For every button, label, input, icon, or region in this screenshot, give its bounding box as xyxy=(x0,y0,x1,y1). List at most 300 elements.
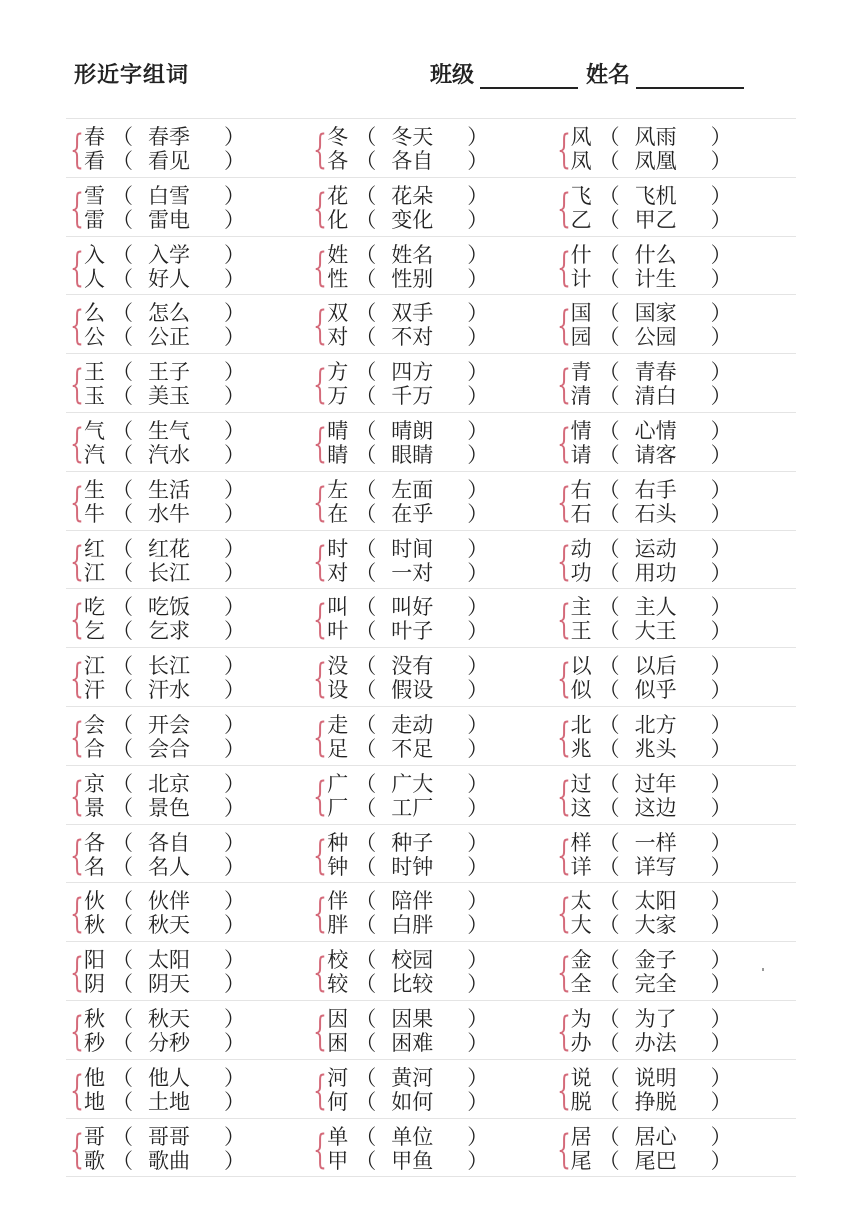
paren-open: （ xyxy=(355,207,377,232)
word-answer[interactable]: 计生 xyxy=(634,266,677,291)
paren-open: （ xyxy=(355,619,377,644)
char-pair xyxy=(553,354,796,412)
word-answer[interactable]: 一对 xyxy=(391,560,434,585)
paren-open: （ xyxy=(355,477,377,502)
character: 合 xyxy=(84,736,105,761)
word-answer[interactable]: 变化 xyxy=(391,207,434,232)
char-pair xyxy=(66,295,309,353)
word-answer[interactable]: 单位 xyxy=(391,1124,434,1149)
word-answer[interactable]: 种子 xyxy=(391,830,434,855)
pair-line xyxy=(84,972,245,997)
word-answer[interactable]: 这边 xyxy=(634,795,677,820)
word-answer[interactable]: 汽水 xyxy=(148,442,190,467)
pair-line xyxy=(327,125,489,149)
brace-mark: { xyxy=(313,1067,328,1114)
paren-close: ） xyxy=(467,477,489,502)
word-answer[interactable]: 甲鱼 xyxy=(391,1148,434,1173)
character: 歌 xyxy=(84,1148,105,1173)
paren-close: ） xyxy=(224,149,245,173)
word-answer[interactable]: 青春 xyxy=(634,360,677,385)
char-pair xyxy=(553,942,796,1000)
paren-open: （ xyxy=(355,972,377,997)
word-answer[interactable]: 大王 xyxy=(634,619,677,644)
brace-mark: { xyxy=(313,420,328,467)
character: 阳 xyxy=(84,948,105,973)
character: 各 xyxy=(84,830,105,855)
pair-line xyxy=(327,654,489,679)
char-pair xyxy=(309,589,552,647)
word-answer[interactable]: 时钟 xyxy=(391,854,434,879)
word-answer[interactable]: 阴天 xyxy=(148,972,190,997)
pair-line xyxy=(327,266,489,291)
character: 走 xyxy=(327,712,349,737)
word-answer[interactable]: 秋天 xyxy=(148,913,190,938)
word-answer[interactable]: 不对 xyxy=(391,325,434,350)
paren-close: ） xyxy=(224,948,245,973)
word-answer[interactable]: 以后 xyxy=(634,654,677,679)
word-answer[interactable]: 运动 xyxy=(634,536,677,561)
paren-close: ） xyxy=(224,795,245,820)
word-answer[interactable]: 景色 xyxy=(148,795,190,820)
paren-open: （ xyxy=(112,854,133,879)
paren-open: （ xyxy=(112,1030,133,1055)
pair-line xyxy=(84,149,245,173)
paren-open: （ xyxy=(112,948,133,973)
word-answer[interactable]: 黄河 xyxy=(391,1065,434,1090)
paren-close: ） xyxy=(467,149,489,173)
paren-close: ） xyxy=(224,242,245,267)
word-answer[interactable]: 完全 xyxy=(634,972,677,997)
word-answer[interactable]: 姓名 xyxy=(391,242,434,267)
word-grid xyxy=(66,118,796,1177)
word-answer[interactable]: 工厂 xyxy=(391,795,434,820)
brace-mark: { xyxy=(556,420,571,467)
paren-open: （ xyxy=(598,972,620,997)
word-answer[interactable]: 晴朗 xyxy=(391,418,434,443)
word-answer[interactable]: 吃饭 xyxy=(148,595,190,620)
paren-open: （ xyxy=(598,619,620,644)
char-pair xyxy=(309,354,552,412)
character: 在 xyxy=(327,501,349,526)
character: 厂 xyxy=(327,795,349,820)
brace-mark: { xyxy=(313,538,328,585)
character: 校 xyxy=(327,948,349,973)
character: 秋 xyxy=(84,913,105,938)
word-answer[interactable]: 叶子 xyxy=(391,619,434,644)
word-answer[interactable]: 主人 xyxy=(634,595,677,620)
word-answer[interactable]: 居心 xyxy=(634,1124,677,1149)
brace-mark: { xyxy=(556,303,571,350)
word-answer[interactable]: 什么 xyxy=(634,242,677,267)
word-answer[interactable]: 名人 xyxy=(148,854,190,879)
pair-line xyxy=(570,854,732,879)
paren-open: （ xyxy=(598,183,620,208)
word-answer[interactable]: 公正 xyxy=(148,325,190,350)
char-pair xyxy=(309,648,552,706)
brace-mark: { xyxy=(313,891,328,938)
pair-line xyxy=(570,242,732,267)
word-answer[interactable]: 假设 xyxy=(391,678,434,703)
word-answer[interactable]: 千万 xyxy=(391,384,434,409)
word-answer[interactable]: 一样 xyxy=(634,830,677,855)
pair-line xyxy=(327,384,489,409)
paren-open: （ xyxy=(112,301,133,326)
pair-line xyxy=(570,149,732,173)
class-label: 班级 xyxy=(430,63,475,88)
paren-close: ） xyxy=(710,125,732,149)
paren-open: （ xyxy=(598,830,620,855)
name-blank[interactable] xyxy=(636,61,744,89)
paren-close: ） xyxy=(710,418,732,443)
character: 时 xyxy=(327,536,349,561)
pair-line xyxy=(84,301,245,326)
word-answer[interactable]: 不足 xyxy=(391,736,434,761)
word-answer[interactable]: 甲乙 xyxy=(634,207,677,232)
word-answer[interactable]: 入学 xyxy=(148,242,190,267)
pair-line xyxy=(327,1065,489,1090)
paren-close: ） xyxy=(710,1148,732,1173)
pair-line xyxy=(327,477,489,502)
word-answer[interactable]: 眼睛 xyxy=(391,442,434,467)
pair-line xyxy=(327,1006,489,1031)
char-pair xyxy=(309,1119,552,1177)
word-answer[interactable]: 会合 xyxy=(148,736,190,761)
char-pair xyxy=(553,237,796,295)
char-pair xyxy=(553,295,796,353)
worksheet-title: 形近字组词 xyxy=(74,63,190,88)
pair-line xyxy=(84,948,245,973)
paren-close: ） xyxy=(467,1124,489,1149)
word-answer[interactable]: 凤凰 xyxy=(634,149,677,173)
pair-line xyxy=(327,972,489,997)
word-answer[interactable]: 四方 xyxy=(391,360,434,385)
char-pair xyxy=(66,237,309,295)
paren-close: ） xyxy=(710,1089,732,1114)
word-answer[interactable]: 他人 xyxy=(148,1065,190,1090)
word-answer[interactable]: 分秒 xyxy=(148,1030,190,1055)
word-answer[interactable]: 清白 xyxy=(634,384,677,409)
paren-open: （ xyxy=(112,595,133,620)
character: 动 xyxy=(570,536,592,561)
paren-open: （ xyxy=(355,889,377,914)
word-answer[interactable]: 太阳 xyxy=(148,948,190,973)
paren-close: ） xyxy=(467,1030,489,1055)
word-answer[interactable]: 红花 xyxy=(148,536,190,561)
grid-row xyxy=(66,648,796,707)
character: 对 xyxy=(327,325,349,350)
character: 看 xyxy=(84,149,105,173)
character: 详 xyxy=(570,854,592,879)
pair-line xyxy=(327,619,489,644)
pair-line xyxy=(327,1030,489,1055)
pair-line xyxy=(570,442,732,467)
paren-close: ） xyxy=(710,560,732,585)
paren-close: ） xyxy=(224,125,245,149)
grid-row xyxy=(66,883,796,942)
paren-open: （ xyxy=(112,501,133,526)
character: 化 xyxy=(327,207,349,232)
word-answer[interactable]: 各自 xyxy=(391,149,434,173)
paren-close: ） xyxy=(710,149,732,173)
word-answer[interactable]: 广大 xyxy=(391,771,434,796)
word-answer[interactable]: 右手 xyxy=(634,477,677,502)
paren-open: （ xyxy=(355,913,377,938)
char-pair xyxy=(66,1060,309,1118)
character: 叫 xyxy=(327,595,349,620)
brace-mark: { xyxy=(70,303,84,350)
char-pair xyxy=(553,707,796,765)
brace-mark: { xyxy=(313,362,328,409)
word-answer[interactable]: 伙伴 xyxy=(148,889,190,914)
paren-open: （ xyxy=(112,771,133,796)
paren-open: （ xyxy=(112,654,133,679)
paren-close: ） xyxy=(710,207,732,232)
character: 气 xyxy=(84,418,105,443)
word-answer[interactable]: 飞机 xyxy=(634,183,677,208)
word-answer[interactable]: 过年 xyxy=(634,771,677,796)
paren-close: ） xyxy=(467,242,489,267)
character: 对 xyxy=(327,560,349,585)
character: 兆 xyxy=(570,736,592,761)
pair-line xyxy=(84,442,245,467)
word-answer[interactable]: 怎么 xyxy=(148,301,190,326)
word-answer[interactable]: 歌曲 xyxy=(148,1148,190,1173)
word-answer[interactable]: 汗水 xyxy=(148,678,190,703)
pair-line xyxy=(570,536,732,561)
pair-line xyxy=(327,1148,489,1173)
pair-line xyxy=(84,477,245,502)
word-answer[interactable]: 秋天 xyxy=(148,1006,190,1031)
pair-line xyxy=(327,913,489,938)
character: 阴 xyxy=(84,972,105,997)
brace-mark: { xyxy=(556,950,571,997)
word-answer[interactable]: 好人 xyxy=(148,266,190,291)
pair-line xyxy=(570,736,732,761)
character: 甲 xyxy=(327,1148,349,1173)
paren-open: （ xyxy=(355,1065,377,1090)
brace-mark: { xyxy=(70,362,84,409)
word-answer[interactable]: 用功 xyxy=(634,560,677,585)
word-answer[interactable]: 美玉 xyxy=(148,384,190,409)
word-answer[interactable]: 如何 xyxy=(391,1089,434,1114)
brace-mark: { xyxy=(556,773,571,820)
word-answer[interactable]: 没有 xyxy=(391,654,434,679)
paren-close: ） xyxy=(467,1065,489,1090)
word-answer[interactable]: 尾巴 xyxy=(634,1148,677,1173)
word-answer[interactable]: 看见 xyxy=(148,149,190,173)
paren-open: （ xyxy=(598,1065,620,1090)
word-answer[interactable]: 雷电 xyxy=(148,207,190,232)
pair-line xyxy=(570,678,732,703)
paren-close: ） xyxy=(710,536,732,561)
paren-open: （ xyxy=(598,1089,620,1114)
pair-line xyxy=(327,736,489,761)
word-answer[interactable]: 办法 xyxy=(634,1030,677,1055)
word-answer[interactable]: 叫好 xyxy=(391,595,434,620)
paren-open: （ xyxy=(598,795,620,820)
paren-open: （ xyxy=(355,1089,377,1114)
character: 居 xyxy=(570,1124,592,1149)
pair-line xyxy=(570,1006,732,1031)
word-answer[interactable]: 请客 xyxy=(634,442,677,467)
brace-mark: { xyxy=(70,420,84,467)
pair-line xyxy=(327,418,489,443)
pair-line xyxy=(84,183,245,208)
pair-line xyxy=(84,595,245,620)
paren-open: （ xyxy=(112,1006,133,1031)
paren-close: ） xyxy=(224,1148,245,1173)
grid-row xyxy=(66,472,796,531)
paren-open: （ xyxy=(355,149,377,173)
pair-line xyxy=(84,360,245,385)
pair-line xyxy=(84,325,245,350)
pair-line xyxy=(327,854,489,879)
word-answer[interactable]: 石头 xyxy=(634,501,677,526)
char-pair xyxy=(553,119,796,177)
paren-open: （ xyxy=(598,771,620,796)
word-answer[interactable]: 北方 xyxy=(634,712,677,737)
paren-close: ） xyxy=(710,1065,732,1090)
brace-mark: { xyxy=(556,714,571,761)
character: 钟 xyxy=(327,854,349,879)
character: 广 xyxy=(327,771,349,796)
word-answer[interactable]: 王子 xyxy=(148,360,190,385)
paren-open: （ xyxy=(355,125,377,149)
word-answer[interactable]: 困难 xyxy=(391,1030,434,1055)
character: 吃 xyxy=(84,595,105,620)
word-answer[interactable]: 说明 xyxy=(634,1065,677,1090)
paren-open: （ xyxy=(598,325,620,350)
word-answer[interactable]: 性别 xyxy=(391,266,434,291)
paren-close: ） xyxy=(224,183,245,208)
word-answer[interactable]: 春季 xyxy=(148,125,190,149)
word-answer[interactable]: 长江 xyxy=(148,560,190,585)
character: 乞 xyxy=(84,619,105,644)
paren-close: ） xyxy=(467,384,489,409)
word-answer[interactable]: 白胖 xyxy=(391,913,434,938)
paren-close: ） xyxy=(710,360,732,385)
pair-line xyxy=(327,501,489,526)
paren-close: ） xyxy=(224,736,245,761)
char-pair xyxy=(309,178,552,236)
paren-open: （ xyxy=(598,560,620,585)
word-answer[interactable]: 生气 xyxy=(148,418,190,443)
word-answer[interactable]: 兆头 xyxy=(634,736,677,761)
paren-close: ） xyxy=(467,972,489,997)
paren-close: ） xyxy=(710,654,732,679)
pair-line xyxy=(84,712,245,737)
paren-close: ） xyxy=(467,183,489,208)
word-answer[interactable]: 详写 xyxy=(634,854,677,879)
word-answer[interactable]: 风雨 xyxy=(634,125,677,149)
word-answer[interactable]: 花朵 xyxy=(391,183,434,208)
paren-close: ） xyxy=(710,712,732,737)
paren-open: （ xyxy=(598,1030,620,1055)
paren-open: （ xyxy=(112,795,133,820)
word-answer[interactable]: 在乎 xyxy=(391,501,434,526)
brace-mark: { xyxy=(70,832,84,879)
paren-open: （ xyxy=(355,325,377,350)
word-answer[interactable]: 大家 xyxy=(634,913,677,938)
word-answer[interactable]: 各自 xyxy=(148,830,190,855)
character: 说 xyxy=(570,1065,592,1090)
word-answer[interactable]: 土地 xyxy=(148,1089,190,1114)
character: 伙 xyxy=(84,889,105,914)
word-answer[interactable]: 陪伴 xyxy=(391,889,434,914)
paren-close: ） xyxy=(467,889,489,914)
pair-line xyxy=(84,854,245,879)
word-answer[interactable]: 走动 xyxy=(391,712,434,737)
word-answer[interactable]: 因果 xyxy=(391,1006,434,1031)
character: 河 xyxy=(327,1065,349,1090)
word-answer[interactable]: 乞求 xyxy=(148,619,190,644)
paren-close: ） xyxy=(224,595,245,620)
word-answer[interactable]: 校园 xyxy=(391,948,434,973)
character: 足 xyxy=(327,736,349,761)
word-answer[interactable]: 太阳 xyxy=(634,889,677,914)
paren-open: （ xyxy=(112,972,133,997)
character: 晴 xyxy=(327,418,349,443)
paren-close: ） xyxy=(224,266,245,291)
word-answer[interactable]: 心情 xyxy=(634,418,677,443)
pair-line xyxy=(570,1148,732,1173)
word-answer[interactable]: 生活 xyxy=(148,477,190,502)
word-answer[interactable]: 冬天 xyxy=(391,125,434,149)
brace-mark: { xyxy=(556,362,571,409)
word-answer[interactable]: 比较 xyxy=(391,972,434,997)
pair-line xyxy=(327,207,489,232)
word-answer[interactable]: 时间 xyxy=(391,536,434,561)
word-answer[interactable]: 挣脱 xyxy=(634,1089,677,1114)
word-answer[interactable]: 国家 xyxy=(634,301,677,326)
word-answer[interactable]: 公园 xyxy=(634,325,677,350)
brace-mark: { xyxy=(313,1008,328,1055)
character: 计 xyxy=(570,266,592,291)
paren-open: （ xyxy=(112,889,133,914)
word-answer[interactable]: 左面 xyxy=(391,477,434,502)
character: 全 xyxy=(570,972,592,997)
word-answer[interactable]: 为了 xyxy=(634,1006,677,1031)
word-answer[interactable]: 水牛 xyxy=(148,501,190,526)
paren-open: （ xyxy=(355,678,377,703)
grid-row xyxy=(66,1060,796,1119)
word-answer[interactable]: 哥哥 xyxy=(148,1124,190,1149)
word-answer[interactable]: 双手 xyxy=(391,301,434,326)
paren-open: （ xyxy=(598,536,620,561)
brace-mark: { xyxy=(313,714,328,761)
class-blank[interactable] xyxy=(480,61,578,89)
brace-mark: { xyxy=(313,303,328,350)
word-answer[interactable]: 似乎 xyxy=(634,678,677,703)
pair-line xyxy=(570,948,732,973)
pair-line xyxy=(570,183,732,208)
pair-line xyxy=(570,889,732,914)
stray-mark xyxy=(762,968,764,971)
word-answer[interactable]: 开会 xyxy=(148,712,190,737)
paren-close: ） xyxy=(224,384,245,409)
word-answer[interactable]: 白雪 xyxy=(148,183,190,208)
grid-row xyxy=(66,354,796,413)
pair-line xyxy=(327,442,489,467)
paren-close: ） xyxy=(710,678,732,703)
paren-open: （ xyxy=(355,712,377,737)
pair-line xyxy=(84,654,245,679)
word-answer[interactable]: 北京 xyxy=(148,771,190,796)
paren-open: （ xyxy=(355,771,377,796)
word-answer[interactable]: 金子 xyxy=(634,948,677,973)
paren-open: （ xyxy=(112,360,133,385)
word-answer[interactable]: 长江 xyxy=(148,654,190,679)
